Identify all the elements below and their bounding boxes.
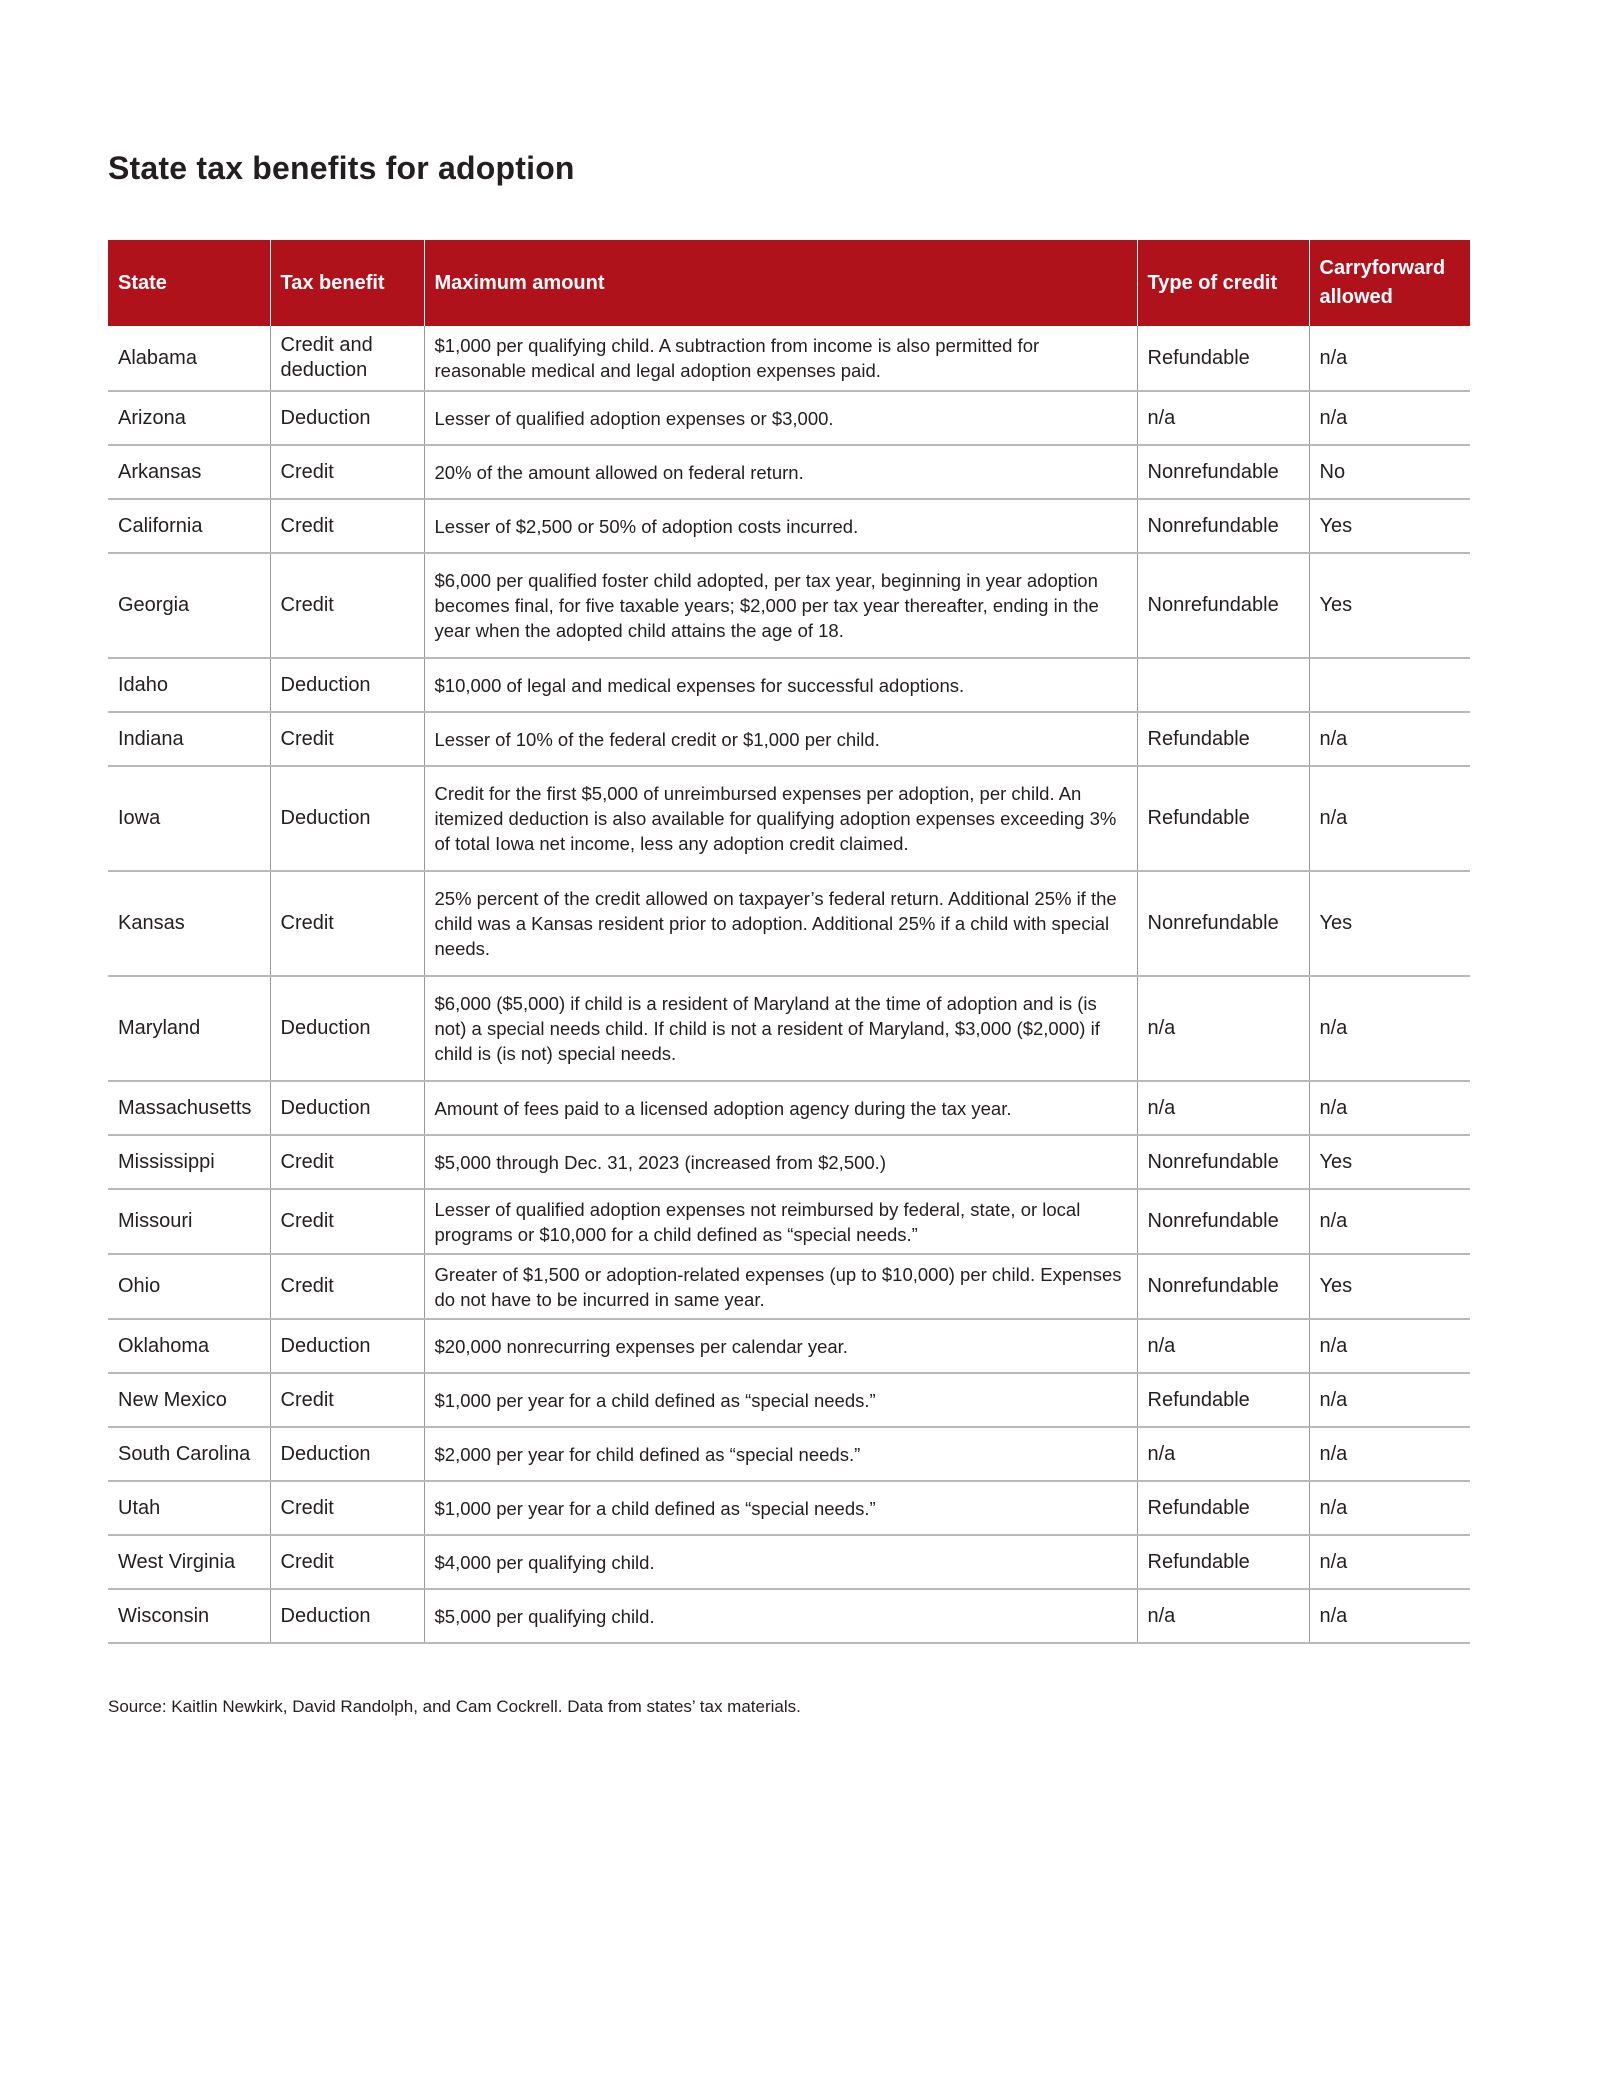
carryforward-cell: Yes <box>1309 1135 1470 1189</box>
column-header-state: State <box>108 240 270 326</box>
tax-benefit-cell: Credit <box>270 553 424 658</box>
table-row <box>108 976 1470 1081</box>
carryforward-cell: n/a <box>1309 712 1470 766</box>
tax-benefit-cell: Credit <box>270 1189 424 1254</box>
column-header-carryforward-allowed <box>1309 240 1470 326</box>
type-of-credit-cell: Nonrefundable <box>1137 871 1309 976</box>
maximum-amount-cell: Greater of $1,500 or adoption-related expenses (up to $10,000) per child. Expenses do not have to be incurred in same year. <box>424 1254 1137 1319</box>
state-cell: West Virginia <box>108 1535 270 1589</box>
carryforward-cell: n/a <box>1309 976 1470 1081</box>
state-cell: Indiana <box>108 712 270 766</box>
state-cell: Kansas <box>108 871 270 976</box>
tax-benefit-cell: Deduction <box>270 1081 424 1135</box>
type-of-credit-cell: n/a <box>1137 1319 1309 1373</box>
state-cell: South Carolina <box>108 1427 270 1481</box>
type-of-credit-cell: n/a <box>1137 976 1309 1081</box>
tax-benefit-cell: Credit <box>270 499 424 553</box>
table-row <box>108 1189 1470 1254</box>
maximum-amount-cell: Credit for the first $5,000 of unreimbursed expenses per adoption, per child. An itemized deduction is also available for qualifying adoption expenses exceeding 3% of total Iowa net income, less any adoption credit claimed. <box>424 766 1137 871</box>
carryforward-cell: Yes <box>1309 499 1470 553</box>
state-cell: Wisconsin <box>108 1589 270 1643</box>
carryforward-cell: n/a <box>1309 1373 1470 1427</box>
table-row <box>108 871 1470 976</box>
carryforward-cell <box>1309 658 1470 712</box>
maximum-amount-cell: $4,000 per qualifying child. <box>424 1535 1137 1589</box>
state-cell: Arkansas <box>108 445 270 499</box>
maximum-amount-cell: 25% percent of the credit allowed on taxpayer’s federal return. Additional 25% if the child was a Kansas resident prior to adoption. Additional 25% if a child with special needs. <box>424 871 1137 976</box>
table-row <box>108 1481 1470 1535</box>
table-row <box>108 1319 1470 1373</box>
tax-benefit-cell: Credit <box>270 871 424 976</box>
table-row <box>108 445 1470 499</box>
tax-benefit-cell: Credit <box>270 1481 424 1535</box>
tax-benefit-cell: Credit <box>270 1535 424 1589</box>
tax-benefit-cell: Credit <box>270 1254 424 1319</box>
type-of-credit-cell: Nonrefundable <box>1137 445 1309 499</box>
carryforward-cell: n/a <box>1309 326 1470 391</box>
maximum-amount-cell: Lesser of qualified adoption expenses or $3,000. <box>424 391 1137 445</box>
column-header-maximum-amount: Maximum amount <box>424 240 1137 326</box>
type-of-credit-cell: Refundable <box>1137 1373 1309 1427</box>
table-row <box>108 712 1470 766</box>
tax-benefit-cell: Deduction <box>270 1319 424 1373</box>
table-row <box>108 658 1470 712</box>
carryforward-cell: n/a <box>1309 1535 1470 1589</box>
tax-benefit-cell: Credit <box>270 1135 424 1189</box>
state-cell: Idaho <box>108 658 270 712</box>
state-cell: Arizona <box>108 391 270 445</box>
state-cell: Maryland <box>108 976 270 1081</box>
carryforward-cell: n/a <box>1309 1189 1470 1254</box>
carryforward-cell: n/a <box>1309 1427 1470 1481</box>
maximum-amount-cell: $1,000 per year for a child defined as “special needs.” <box>424 1373 1137 1427</box>
maximum-amount-cell: Amount of fees paid to a licensed adoption agency during the tax year. <box>424 1081 1137 1135</box>
carryforward-cell: Yes <box>1309 553 1470 658</box>
type-of-credit-cell: n/a <box>1137 1589 1309 1643</box>
tax-benefit-cell: Credit and deduction <box>270 326 424 391</box>
state-cell: New Mexico <box>108 1373 270 1427</box>
carryforward-header-line-2: allowed <box>1319 286 1393 308</box>
type-of-credit-cell: Nonrefundable <box>1137 1135 1309 1189</box>
tax-benefit-cell: Deduction <box>270 976 424 1081</box>
maximum-amount-cell: $10,000 of legal and medical expenses for successful adoptions. <box>424 658 1137 712</box>
carryforward-header-line-1: Carryforward <box>1319 257 1446 279</box>
tax-benefit-cell: Deduction <box>270 391 424 445</box>
carryforward-cell: n/a <box>1309 1589 1470 1643</box>
maximum-amount-cell: Lesser of qualified adoption expenses not reimbursed by federal, state, or local programs or $10,000 for a child defined as “special needs.” <box>424 1189 1137 1254</box>
table-row <box>108 1081 1470 1135</box>
state-cell: Iowa <box>108 766 270 871</box>
column-header-tax-benefit: Tax benefit <box>270 240 424 326</box>
type-of-credit-cell: Refundable <box>1137 766 1309 871</box>
state-cell: Mississippi <box>108 1135 270 1189</box>
table-row <box>108 553 1470 658</box>
type-of-credit-cell: Refundable <box>1137 1481 1309 1535</box>
table-header-row <box>108 240 1470 326</box>
table-row <box>108 499 1470 553</box>
type-of-credit-cell: Refundable <box>1137 326 1309 391</box>
source-note: Source: Kaitlin Newkirk, David Randolph, and Cam Cockrell. Data from states’ tax materials. <box>108 1697 801 1716</box>
carryforward-cell: n/a <box>1309 391 1470 445</box>
maximum-amount-cell: $6,000 ($5,000) if child is a resident of Maryland at the time of adoption and is (is not) a special needs child. If child is not a resident of Maryland, $3,000 ($2,000) if child is (is not) special needs. <box>424 976 1137 1081</box>
type-of-credit-cell: Nonrefundable <box>1137 553 1309 658</box>
type-of-credit-cell: n/a <box>1137 1427 1309 1481</box>
carryforward-cell: n/a <box>1309 1319 1470 1373</box>
maximum-amount-cell: Lesser of 10% of the federal credit or $1,000 per child. <box>424 712 1137 766</box>
maximum-amount-cell: $1,000 per year for a child defined as “special needs.” <box>424 1481 1137 1535</box>
table-row <box>108 1535 1470 1589</box>
table-row <box>108 1135 1470 1189</box>
maximum-amount-cell: $5,000 per qualifying child. <box>424 1589 1137 1643</box>
type-of-credit-cell: Refundable <box>1137 712 1309 766</box>
carryforward-cell: n/a <box>1309 1081 1470 1135</box>
type-of-credit-cell: Refundable <box>1137 1535 1309 1589</box>
type-of-credit-cell: Nonrefundable <box>1137 1254 1309 1319</box>
maximum-amount-cell: Lesser of $2,500 or 50% of adoption costs incurred. <box>424 499 1137 553</box>
type-of-credit-cell <box>1137 658 1309 712</box>
type-of-credit-cell: Nonrefundable <box>1137 499 1309 553</box>
maximum-amount-cell: $5,000 through Dec. 31, 2023 (increased from $2,500.) <box>424 1135 1137 1189</box>
maximum-amount-cell: $2,000 per year for child defined as “special needs.” <box>424 1427 1137 1481</box>
tax-benefit-cell: Deduction <box>270 658 424 712</box>
carryforward-cell: n/a <box>1309 1481 1470 1535</box>
state-cell: Massachusetts <box>108 1081 270 1135</box>
table-row <box>108 1254 1470 1319</box>
tax-benefit-cell: Credit <box>270 712 424 766</box>
table-row <box>108 391 1470 445</box>
tax-benefit-cell: Credit <box>270 1373 424 1427</box>
state-cell: Georgia <box>108 553 270 658</box>
maximum-amount-cell: $1,000 per qualifying child. A subtraction from income is also permitted for reasonable medical and legal adoption expenses paid. <box>424 326 1137 391</box>
state-cell: Oklahoma <box>108 1319 270 1373</box>
page-title: State tax benefits for adoption <box>108 150 575 186</box>
column-header-type-of-credit: Type of credit <box>1137 240 1309 326</box>
maximum-amount-cell: $6,000 per qualified foster child adopted, per tax year, beginning in year adoption becomes final, for five taxable years; $2,000 per tax year thereafter, ending in the year when the adopted child attains the age of 18. <box>424 553 1137 658</box>
type-of-credit-cell: Nonrefundable <box>1137 1189 1309 1254</box>
state-cell: Utah <box>108 1481 270 1535</box>
maximum-amount-cell: $20,000 nonrecurring expenses per calendar year. <box>424 1319 1137 1373</box>
tax-benefit-cell: Deduction <box>270 766 424 871</box>
table-row <box>108 1373 1470 1427</box>
table-row <box>108 766 1470 871</box>
tax-benefit-cell: Credit <box>270 445 424 499</box>
tax-benefit-cell: Deduction <box>270 1427 424 1481</box>
table-row <box>108 1589 1470 1643</box>
state-cell: Ohio <box>108 1254 270 1319</box>
carryforward-cell: No <box>1309 445 1470 499</box>
tax-benefit-cell: Deduction <box>270 1589 424 1643</box>
carryforward-cell: n/a <box>1309 766 1470 871</box>
state-cell: Missouri <box>108 1189 270 1254</box>
type-of-credit-cell: n/a <box>1137 391 1309 445</box>
table-row <box>108 1427 1470 1481</box>
state-cell: California <box>108 499 270 553</box>
table-row <box>108 326 1470 391</box>
maximum-amount-cell: 20% of the amount allowed on federal return. <box>424 445 1137 499</box>
carryforward-cell: Yes <box>1309 871 1470 976</box>
type-of-credit-cell: n/a <box>1137 1081 1309 1135</box>
carryforward-cell: Yes <box>1309 1254 1470 1319</box>
state-cell: Alabama <box>108 326 270 391</box>
adoption-tax-benefits-table <box>108 240 1470 1644</box>
